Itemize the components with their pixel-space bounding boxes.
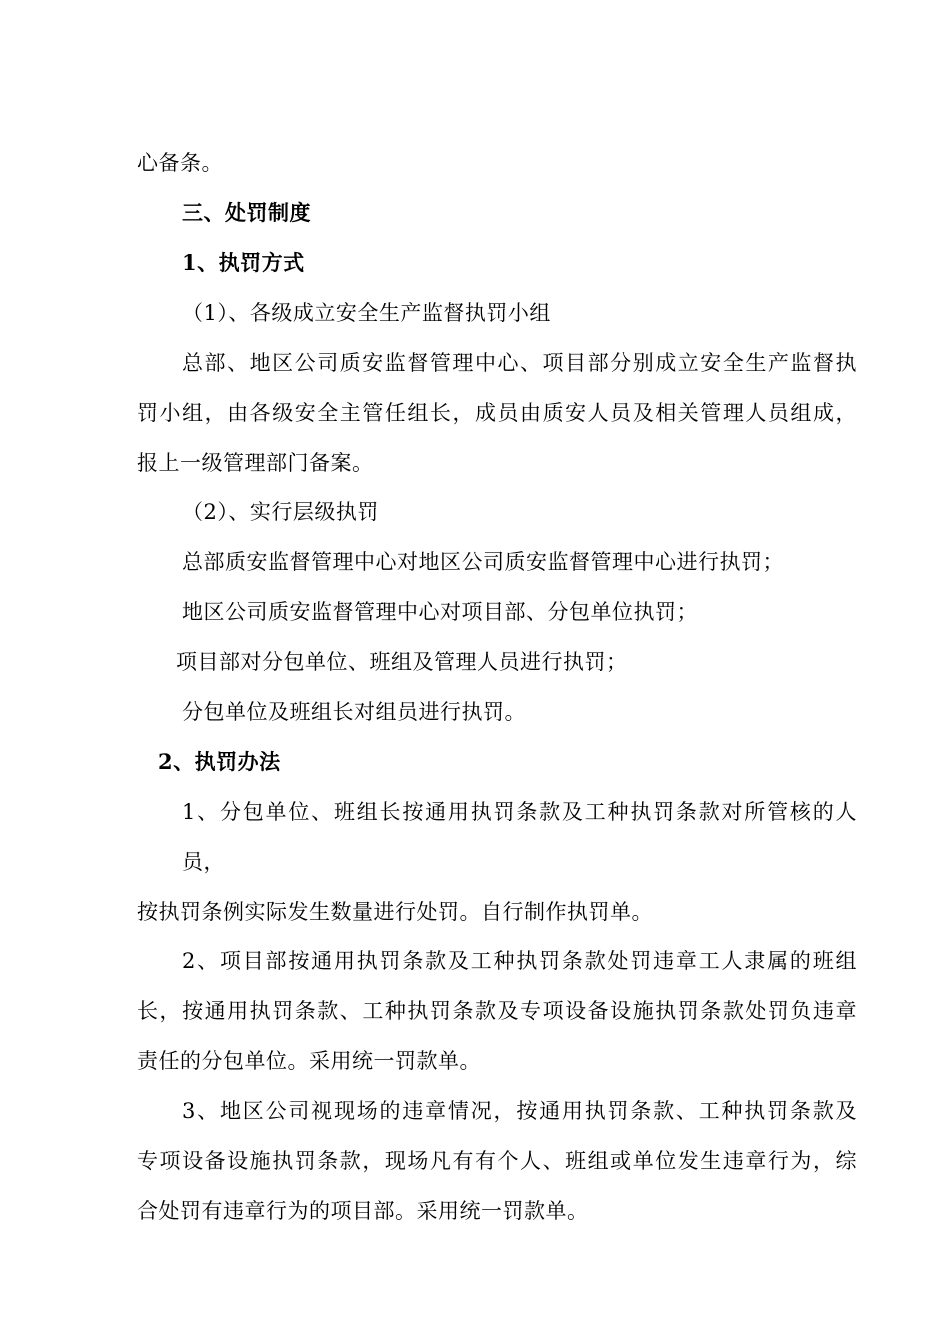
paragraph-line: 2、项目部按通用执罚条款及工种执罚条款处罚违章工人隶属的班组 (182, 949, 857, 973)
paragraph-line: 项目部对分包单位、班组及管理人员进行执罚； (176, 650, 628, 674)
subsection-heading-2: 2、执罚办法 (158, 749, 281, 774)
paragraph-line: 分包单位及班组长对组员进行执罚。 (182, 700, 526, 724)
paragraph-line: 报上一级管理部门备案。 (137, 451, 374, 475)
paragraph-line: 长，按通用执罚条款、工种执罚条款及专项设备设施执罚条款处罚负违章 (137, 999, 857, 1023)
paragraph-line: 地区公司质安监督管理中心对项目部、分包单位执罚； (182, 600, 698, 624)
item-heading-2: （2）、实行层级执罚 (182, 500, 379, 524)
paragraph-line: 3、地区公司视现场的违章情况，按通用执罚条款、工种执罚条款及 (182, 1099, 857, 1123)
paragraph-line: 专项设备设施执罚条款，现场凡有有个人、班组或单位发生违章行为，综 (137, 1149, 857, 1173)
paragraph-line: 总部、地区公司质安监督管理中心、项目部分别成立安全生产监督执 (182, 351, 857, 375)
text-line-1: 心备条。 (137, 151, 223, 175)
paragraph-line: 总部质安监督管理中心对地区公司质安监督管理中心进行执罚； (182, 550, 784, 574)
item-heading-1: （1）、各级成立安全生产监督执罚小组 (182, 301, 551, 325)
paragraph-line: 合处罚有违章行为的项目部。采用统一罚款单。 (137, 1199, 589, 1223)
paragraph-line: 责任的分包单位。采用统一罚款单。 (137, 1049, 481, 1073)
section-heading: 三、处罚制度 (182, 200, 311, 225)
paragraph-line: 罚小组，由各级安全主管任组长，成员由质安人员及相关管理人员组成， (137, 401, 857, 425)
paragraph-line: 1、分包单位、班组长按通用执罚条款及工种执罚条款对所管核的人 (182, 800, 857, 824)
paragraph-line: 员， (182, 850, 225, 874)
paragraph-line: 按执罚条例实际发生数量进行处罚。自行制作执罚单。 (137, 900, 653, 924)
subsection-heading-1: 1、执罚方式 (182, 250, 305, 275)
